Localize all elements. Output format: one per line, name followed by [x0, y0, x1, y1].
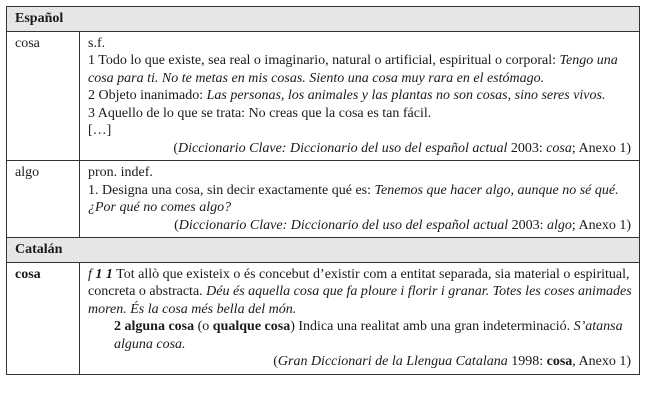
- source-work: Gran Diccionari de la Llengua Catalana: [277, 354, 508, 369]
- source-word: cosa: [546, 140, 572, 156]
- entry-row-algo-es: [7, 161, 640, 238]
- source-word: algo: [547, 217, 572, 233]
- sense-definition: Tot allò que existeix o és concebut d’existir com a entitat separada, sia material o espiritual, concreta o abstracta.: [88, 266, 630, 299]
- source-citation: (Gran Diccionari de la Llengua Catalana 1998: cosa, Anexo 1): [273, 354, 631, 369]
- source-word: cosa: [546, 354, 573, 369]
- sense-example: Déu és aquella cosa que fa ploure i florir i granar. Totes les coses animades moren. És la cosa més bella del món.: [88, 284, 632, 317]
- sense-definition: Indica una realitat amb una gran indeterminació.: [298, 319, 571, 334]
- sense-example: S’atansa alguna cosa.: [114, 319, 623, 352]
- language-header-catalan: Catalán: [7, 238, 640, 263]
- sense-number: 2: [114, 319, 121, 334]
- sense-term: alguna cosa: [124, 319, 195, 334]
- headword-cosa-es: cosa: [7, 31, 80, 161]
- category-label: s.f.: [88, 35, 106, 51]
- sense-1: [88, 52, 633, 87]
- entry-row-cosa-es: [7, 31, 640, 161]
- sense-1: [88, 182, 633, 217]
- sense-1: [88, 266, 633, 319]
- source-work: Diccionario Clave: Diccionario del uso del español actual: [178, 140, 508, 156]
- sense-example: Las personas, los animales y las plantas no son cosas, sino seres vivos.: [206, 88, 606, 103]
- sense-alt-term: qualque cosa: [212, 319, 291, 334]
- source-citation: (Diccionario Clave: Diccionario del uso del español actual 2003: algo; Anexo 1): [174, 217, 631, 233]
- headword-cosa-ca: cosa: [7, 262, 80, 374]
- definition-algo-es: [80, 161, 640, 238]
- definition-cosa-ca: [80, 262, 640, 374]
- sense-2: [88, 87, 633, 105]
- sense-definition: 1. Designa una cosa, sin decir exactamente qué es:: [88, 182, 372, 198]
- sense-example: Tenemos que hacer algo, aunque no sé qué. ¿Por qué no comes algo?: [88, 182, 619, 215]
- definition-cosa-es: [80, 31, 640, 161]
- language-header-spanish: Español: [7, 7, 640, 32]
- category-label: f: [88, 266, 92, 282]
- sense-number: 1 1: [95, 266, 113, 282]
- sense-definition: 1 Todo lo que existe, sea real o imaginario, natural o artificial, espiritual o corporal:: [88, 53, 556, 68]
- headword-algo-es: algo: [7, 161, 80, 238]
- language-header-row: [7, 238, 640, 263]
- sense-definition: 2 Objeto inanimado:: [88, 88, 204, 103]
- ellipsis: […]: [88, 123, 112, 138]
- sense-example: Tengo una cosa para ti. No te metas en mis cosas. Siento una cosa muy rara en el estómago.: [88, 53, 618, 86]
- sense-2: 2 alguna cosa (o qualque cosa) Indica una realitat amb una gran indeterminació. S’atansa alguna cosa.: [114, 319, 623, 352]
- entry-row-cosa-ca: [7, 262, 640, 374]
- dictionary-table: [6, 6, 640, 375]
- category-label: pron. indef.: [88, 165, 153, 180]
- source-citation: (Diccionario Clave: Diccionario del uso del español actual 2003: cosa; Anexo 1): [173, 140, 631, 156]
- language-header-row: [7, 7, 640, 32]
- source-work: Diccionario Clave: Diccionario del uso del español actual: [178, 217, 509, 233]
- sense-3: 3 Aquello de lo que se trata: No creas que la cosa es tan fácil.: [88, 105, 432, 121]
